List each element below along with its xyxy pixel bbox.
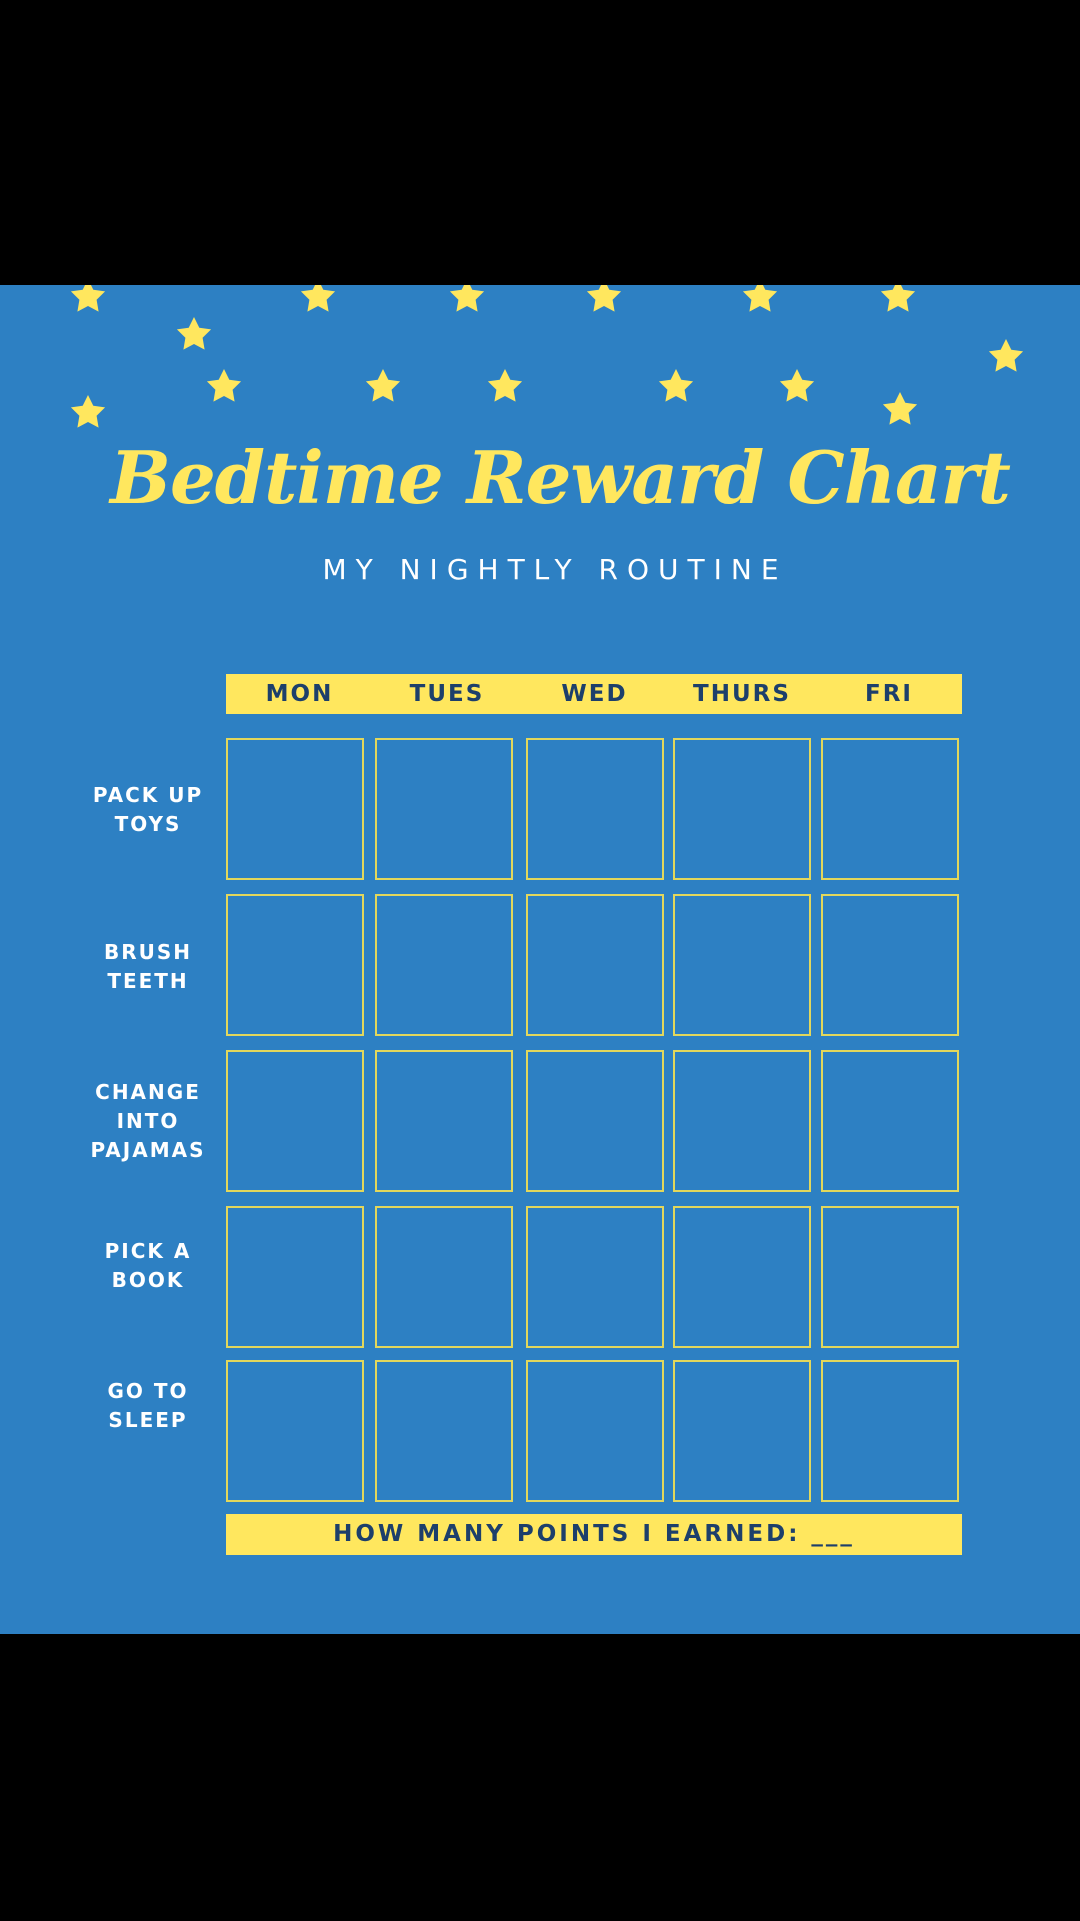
points-earned-footer: HOW MANY POINTS I EARNED: ___	[226, 1514, 962, 1555]
star-icon	[71, 285, 105, 312]
check-box[interactable]	[526, 894, 664, 1036]
check-box[interactable]	[375, 894, 513, 1036]
star-icon	[488, 369, 522, 402]
star-icon	[177, 317, 211, 350]
check-box[interactable]	[821, 894, 959, 1036]
check-box[interactable]	[526, 1360, 664, 1502]
day-fri: FRI	[865, 681, 913, 707]
day-wed: WED	[561, 681, 628, 707]
star-icon	[780, 369, 814, 402]
check-box[interactable]	[526, 738, 664, 880]
star-icon	[881, 285, 915, 312]
star-icon	[659, 369, 693, 402]
chart-title: Bedtime Reward Chart	[110, 435, 1010, 520]
star-icon	[366, 369, 400, 402]
day-thurs: THURS	[693, 681, 791, 707]
check-box[interactable]	[375, 1206, 513, 1348]
check-box[interactable]	[226, 1206, 364, 1348]
check-box[interactable]	[673, 738, 811, 880]
day-tues: TUES	[409, 681, 485, 707]
check-box[interactable]	[821, 1360, 959, 1502]
check-box[interactable]	[673, 894, 811, 1036]
star-icon	[71, 395, 105, 428]
check-box[interactable]	[821, 738, 959, 880]
check-box[interactable]	[226, 894, 364, 1036]
star-icon	[743, 285, 777, 312]
task-change-into-pajamas: CHANGE INTO PAJAMAS	[90, 1080, 206, 1162]
task-go-to-sleep: GO TO SLEEP	[107, 1379, 189, 1432]
task-brush-teeth: BRUSH TEETH	[103, 940, 193, 993]
star-icon	[450, 285, 484, 312]
task-pack-up-toys: PACK UP TOYS	[92, 783, 204, 836]
check-box[interactable]	[375, 1360, 513, 1502]
day-mon: MON	[265, 681, 334, 707]
star-icon	[883, 392, 917, 425]
check-box[interactable]	[375, 738, 513, 880]
star-icon	[301, 285, 335, 312]
check-box[interactable]	[526, 1050, 664, 1192]
task-pick-a-book: PICK A BOOK	[104, 1239, 192, 1292]
check-box[interactable]	[673, 1050, 811, 1192]
check-box[interactable]	[821, 1050, 959, 1192]
check-box[interactable]	[226, 738, 364, 880]
star-icon	[989, 339, 1023, 372]
stars-decoration	[0, 285, 1080, 445]
check-box[interactable]	[526, 1206, 664, 1348]
days-header	[226, 674, 962, 714]
check-box[interactable]	[821, 1206, 959, 1348]
star-icon	[207, 369, 241, 402]
check-box[interactable]	[226, 1050, 364, 1192]
star-icon	[587, 285, 621, 312]
check-box[interactable]	[673, 1206, 811, 1348]
check-box[interactable]	[375, 1050, 513, 1192]
check-box[interactable]	[226, 1360, 364, 1502]
check-box[interactable]	[673, 1360, 811, 1502]
reward-chart-page	[0, 285, 1080, 1634]
chart-subtitle: MY NIGHTLY ROUTINE	[322, 553, 788, 586]
